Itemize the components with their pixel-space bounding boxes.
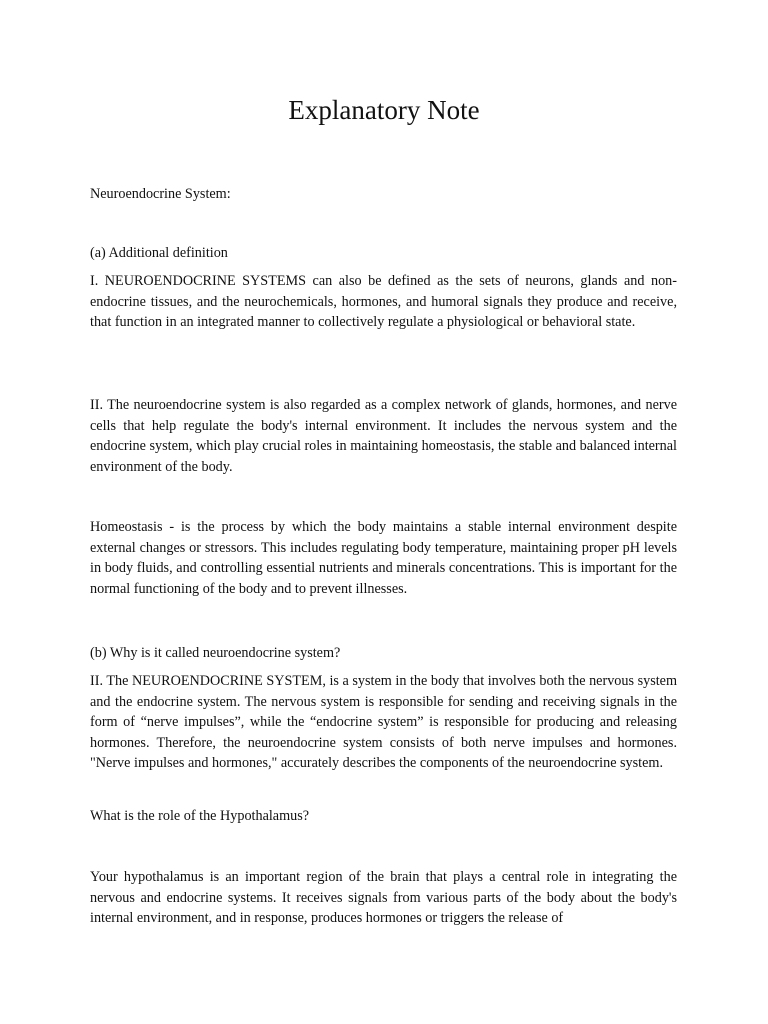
section-heading: Neuroendocrine System: <box>90 186 231 202</box>
question-hypothalamus: What is the role of the Hypothalamus? <box>90 808 310 824</box>
subsection-a-heading: (a) Additional definition <box>90 245 228 261</box>
paragraph-hypothalamus: Your hypothalamus is an important region of the brain that plays a central role in integrating the nervous and endocrine systems. It receives signals from various parts of the body about the body's internal environment, and in response, produces hormones or triggers the release of <box>90 869 677 927</box>
paragraph-definition-ii: II. The neuroendocrine system is also regarded as a complex network of glands, hormones, and nerve cells that help regulate the body's internal environment. It includes the nervous system and the endocrine system, which play crucial roles in maintaining homeostasis, the stable and balanced internal environment of the body. <box>90 397 677 475</box>
subsection-b-heading: (b) Why is it called neuroendocrine system? <box>90 645 341 661</box>
paragraph-why-called: II. The NEUROENDOCRINE SYSTEM, is a system in the body that involves both the nervous system and the endocrine system. The nervous system is responsible for sending and receiving signals in the form of “nerve impulses”, while the “endocrine system” is responsible for producing and releasing hormones. Therefore, the neuroendocrine system consists of both nerve impulses and hormones. "Nerve impulses and hormones," accurately describes the components of the neuroendocrine system. <box>90 673 677 772</box>
document-title: Explanatory Note <box>288 95 480 125</box>
paragraph-homeostasis: Homeostasis - is the process by which the body maintains a stable internal environment despite external changes or stressors. This includes regulating body temperature, maintaining proper pH levels in body fluids, and controlling essential nutrients and minerals concentrations. This is important for the normal functioning of the body and to prevent illnesses. <box>90 519 677 597</box>
paragraph-definition-i: I. NEUROENDOCRINE SYSTEMS can also be defined as the sets of neurons, glands and non-endocrine tissues, and the neurochemicals, hormones, and humoral signals they produce and receive, that function in an integrated manner to collectively regulate a physiological or behavioral state. <box>90 273 677 331</box>
